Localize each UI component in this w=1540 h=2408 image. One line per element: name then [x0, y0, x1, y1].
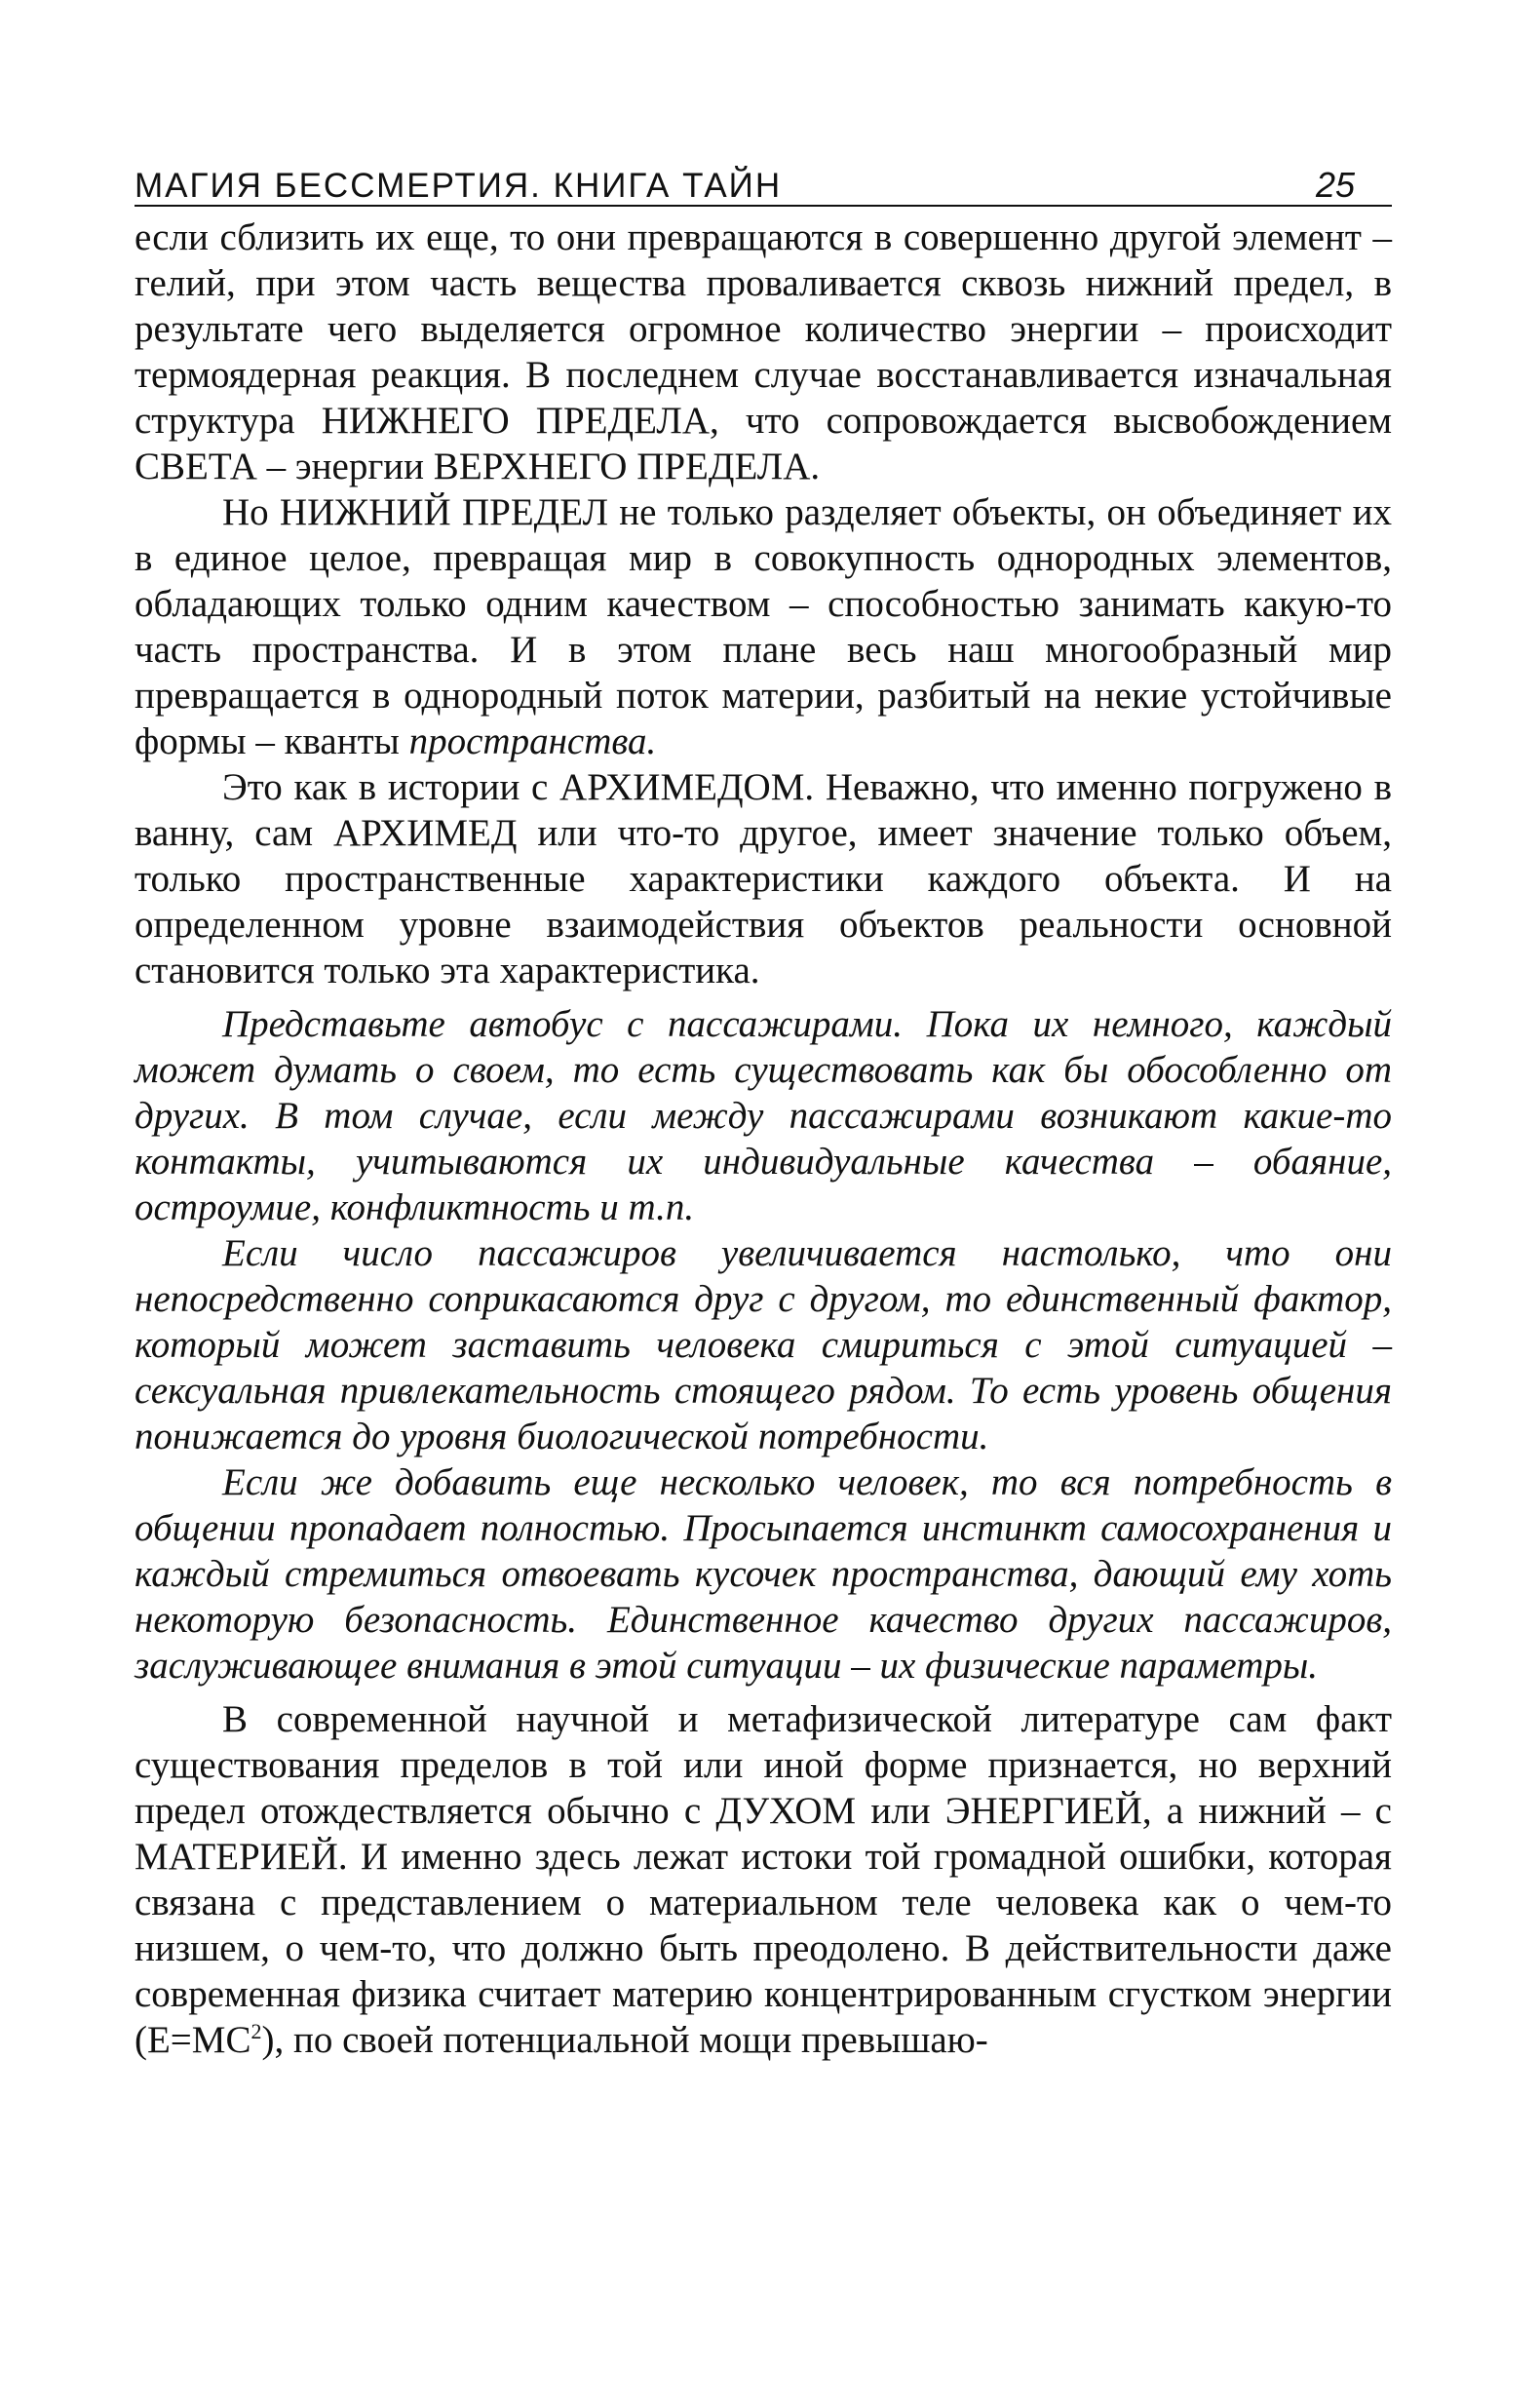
- paragraph-bus-example: Представьте автобус с пассажирами. Пока их немного, каждый может думать о своем, то есть существовать как бы обособленно от других. В том случае, если между пассажирами возникают какие-то контакты, учитываются их индивидуальные качества – обаяние, остроумие, конфликтность и т.п.: [135, 1003, 1392, 1228]
- running-title: МАГИЯ БЕССМЕРТИЯ. КНИГА ТАЙН: [135, 167, 783, 205]
- paragraph-modern-literature-text: В современной научной и метафизической литературе сам факт существования пределов в той или иной форме признается, но верхний предел отождествляется обычно с ДУХОМ или ЭНЕРГИЕЙ, а нижний – с МАТЕРИЕЙ. И именно здесь лежат истоки той громадной ошибки, которая связана с представлением о материальном теле человека как о чем-то низшем, о чем-то, что должно быть преодолено. В действительности даже современная физика считает материю концентрированным сгустком энергии (E=MC: [135, 1698, 1392, 2061]
- paragraph-modern-literature: [135, 1696, 1392, 2063]
- paragraph-lower-limit-emphasis: пространства.: [408, 720, 657, 762]
- book-page: [135, 154, 1392, 2063]
- paragraph-modern-literature-tail: ), по своей потенциальной мощи превышаю-: [261, 2019, 988, 2061]
- page-number: 25: [1315, 165, 1355, 205]
- body-text: [135, 214, 1392, 2063]
- formula-superscript: 2: [250, 2019, 262, 2043]
- paragraph-lower-limit: [135, 489, 1392, 764]
- paragraph-bus-crowded: Если число пассажиров увеличивается настолько, что они непосредственно соприкасаются друг с другом, то единственный фактор, который может заставить человека смириться с этой ситуацией – сексуальная привлекательность стоящего рядом. То есть уровень общения понижается до уровня биологической потребности.: [135, 1232, 1392, 1457]
- paragraph-bus-overcrowded: Если же добавить еще несколько человек, то вся потребность в общении пропадает полностью. Просыпается инстинкт самосохранения и каждый стремиться отвоевать кусочек пространства, дающий ему хоть некоторую безопасность. Единственное качество других пассажиров, заслуживающее внимания в этой ситуации – их физические параметры.: [135, 1461, 1392, 1687]
- paragraph-archimedes: Это как в истории с АРХИМЕДОМ. Неважно, что именно погружено в ванну, сам АРХИМЕД или что-то другое, имеет значение только объем, только пространственные характеристики каждого объекта. И на определенном уровне взаимодействия объектов реальности основной становится только эта характеристика.: [135, 766, 1392, 991]
- paragraph-lower-limit-text: Но НИЖНИЙ ПРЕДЕЛ не только разделяет объекты, он объединяет их в единое целое, превращая мир в совокупность однородных элементов, обладающих только одним качеством – способностью занимать какую-то часть пространства. И в этом плане весь наш многообразный мир превращается в однородный поток материи, разбитый на некие устойчивые формы – кванты: [135, 491, 1392, 762]
- paragraph-continuation: если сблизить их еще, то они превращаются в совершенно другой элемент – гелий, при этом часть вещества проваливается сквозь нижний предел, в результате чего выделяется огромное количество энергии – происходит термоядерная реакция. В последнем случае восстанавливается изначальная структура НИЖНЕГО ПРЕДЕЛА, что сопровождается высвобождением СВЕТА – энергии ВЕРХНЕГО ПРЕДЕЛА.: [135, 216, 1392, 487]
- running-header: [135, 154, 1392, 207]
